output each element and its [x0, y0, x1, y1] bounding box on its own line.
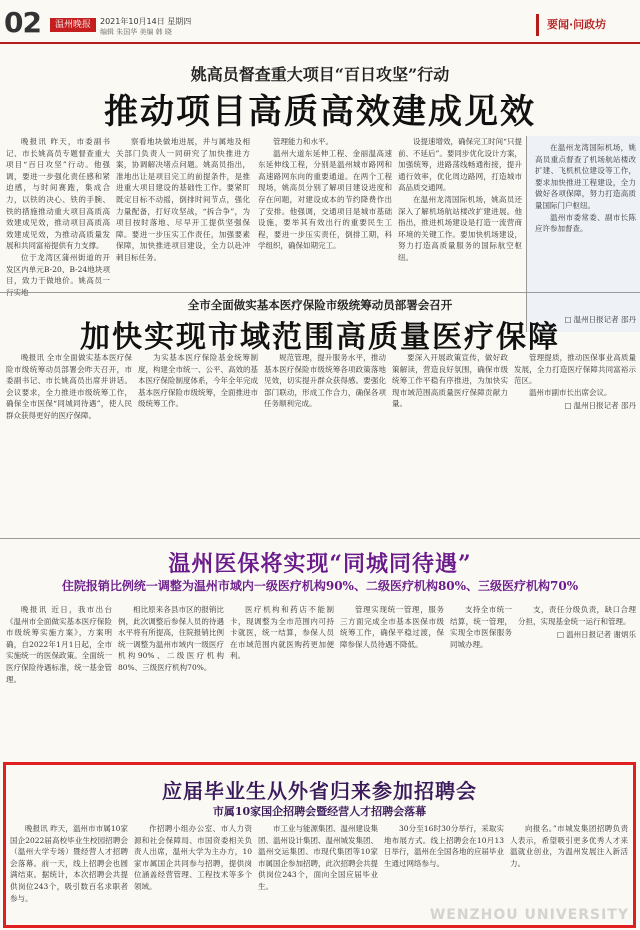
article2-paragraph: 管理提质，推动医保事业高质量发展，全力打造医疗保障共同富裕示范区。 [514, 353, 636, 386]
article3-paragraph: 管理实现统一管理，服务三方面完成全市基本医保市级统筹工作，确保平稳过渡，保障参保人员待遇不降低。 [340, 605, 444, 649]
newspaper-brand: 温州晚报 [50, 18, 96, 32]
article1-kicker: 姚高员督查重大项目“百日攻坚”行动 [190, 65, 450, 84]
article4-subtitle: 市属10家国企招聘会暨经营人才招聘会落幕 [212, 805, 427, 818]
article3-paragraph: 支，责任分级负责，缺口合理分担，实现基金统一运行和管理。 [518, 605, 636, 626]
article4-paragraph: 30分至16时30分举行，采取实地布展方式。线上招聘会在10月13日举行，温州在全国各地的应届毕业生通过网络参与。 [384, 824, 504, 868]
editor-credits: 编辑 朱国华 美编 韩 晓 [100, 28, 172, 36]
article2-paragraph: 为实基本医疗保险基金统筹制度，构建全市统一、公平、高效的基本医疗保险制度体系，今年全年完成基本医疗保险市级统筹，全面推进市级统筹工作。 [138, 353, 258, 409]
article1-paragraph: 设提速增效，确保完工时间“只提前、不延后”。要同步优化设计方案，加强统筹，进路荡线畅通衔接，提升通行效率，优化周边路网，打造城市高品质交通网。 [398, 137, 522, 193]
article2-paragraph: 要深入开展政策宣传，做好政策解读，营造良好氛围，确保市级统筹工作平稳有序推进，为加快实现市域范围高质量医疗保障贡献力量。 [392, 353, 508, 409]
article1-column-3 [258, 136, 392, 288]
article3-paragraph: 晚报讯 近日，我市出台《温州市全面做实基本医疗保险市级统筹实施方案》，方案明确，自2022年1月1日起，全市实施统一的医保政策。全面统一医疗保险待遇标准，统一基金管理。 [6, 605, 112, 684]
article1-column-2 [116, 136, 250, 288]
article4-column-3 [258, 823, 378, 927]
article3-column-3 [230, 604, 334, 754]
article2-column-3 [264, 352, 386, 532]
article2-title: 加快实现市域范围高质量医疗保障 [80, 320, 560, 355]
article4-paragraph: 市工业与能源集团、温州建设集团、温州设计集团、温州城发集团、温州交运集团、市现代集团等10家市属国企参加招聘，此次招聘会共提供岗位243个，面向全国应届毕业生。 [258, 824, 378, 891]
article3-paragraph: 医疗机构和药店不能制卡，现调整为全市范围内可持卡就医，统一结算，参保人员在市域范围内就医购药更加便利。 [230, 605, 334, 661]
article2-paragraph: 温州市副市长出席会议。 [529, 387, 612, 397]
article3-column-2 [118, 604, 224, 754]
article1-credit: □ 温州日报记者 邵丹 [535, 314, 636, 325]
article4-paragraph: 晚报讯 昨天，温州市市属10家国企2022届高校毕业生校园招聘会（温州大学专场）暨经营人才招聘会落幕。前一天，线上招聘会也圆满结束。据统计，本次招聘会共提供岗位243个，吸引数百名求职者参与。 [10, 824, 128, 903]
article2-paragraph: 晚报讯 全市全面做实基本医疗保险市级统筹动员部署会昨天召开，市委副书记、市长姚高员出席并讲话。会议要求，全力推进市级统筹工作，确保全市医保“同城同待遇”，使人民群众获得更好的医疗保障。 [6, 353, 132, 420]
article3-column-6 [518, 604, 636, 754]
article4-highlight-box [3, 762, 636, 928]
article2-credit: □ 温州日报记者 邵丹 [514, 400, 636, 412]
article2-column-4 [392, 352, 508, 532]
article4-title: 应届毕业生从外省归来参加招聘会 [162, 779, 477, 803]
article1-column-4 [398, 136, 522, 288]
section-divider [0, 292, 640, 293]
article4-paragraph: 作招聘小组办公室、市人力资源和社会保障局、市国资委相关负责人出席，温州大学为主办方，10家市属国企共同参与招聘，提供岗位涵盖经营管理、工程技术等多个领域。 [134, 824, 252, 891]
section-label: 要闻·问政坊 [536, 14, 636, 36]
article3-column-1 [6, 604, 112, 754]
article4-paragraph: 向报名。”市城发集团招聘负责人表示，希望吸引更多优秀人才来温就业创业，为温州发展注入新活力。 [510, 824, 628, 868]
article4-column-2 [134, 823, 252, 927]
article1-column-1 [6, 136, 110, 288]
article1-paragraph: 管理能力和水平。 [273, 137, 333, 146]
article1-paragraph: 在温州龙湾国际机场，姚高员重点督查了机场航站楼改扩建、飞机机位建设等工作，要求加快推进工程建设，全力做好各项保障，努力打造高质量国际门户枢纽。 [535, 143, 636, 210]
issue-date: 2021年10月14日 星期四 [100, 17, 192, 26]
article2-column-5 [514, 352, 636, 532]
page-number: 02 [4, 6, 41, 39]
page-header [0, 0, 640, 44]
article3-paragraph: 支持全市统一结算，统一管理，实现全市医保服务同城办理。 [450, 605, 512, 649]
article3-title: 温州医保将实现“同城同待遇” [168, 551, 472, 577]
article1-title: 推动项目高质高效建成见效 [104, 92, 536, 132]
article1-paragraph: 位于龙湾区蒲州街道的开发区内单元B-20、B-24地块项目，致力于做地价。姚高员一 [6, 252, 110, 286]
article4-column-1 [10, 823, 128, 927]
article1-paragraph: 温州市委常委、副市长陈应许参加督查。 [535, 212, 636, 234]
article3-column-4 [340, 604, 444, 754]
article1-paragraph: 在温州龙湾国际机场，姚高员还深入了解机场航站楼改扩建进展。他指出，推进机场建设是打造一流营商环境的关键工作。要加快机场建设，努力打造高质量服务的国际航空枢纽。 [398, 194, 522, 262]
university-watermark: WENZHOU UNIVERSITY [429, 907, 629, 923]
section-divider [0, 538, 640, 539]
article2-column-1 [6, 352, 132, 532]
article3-credit: □ 温州日报记者 谢炳乐 [518, 629, 636, 641]
article1-column-5 [535, 142, 636, 312]
article3-paragraph: 相比原来各县市区的报销比例，此次调整后参保人员的待遇水平将有所提高，住院报销比例统一调整为温州市域内一级医疗机构90%、二级医疗机构80%、三级医疗机构70%。 [118, 605, 224, 672]
article2-column-2 [138, 352, 258, 532]
article3-column-5 [450, 604, 512, 754]
article3-subtitle: 住院报销比例统一调整为温州市域内一级医疗机构90%、二级医疗机构80%、三级医疗机构70% [61, 579, 579, 593]
article1-paragraph: 察看地块做地进展，并与属地及相关部门负责人一同研究了加快推进方案，协调解决堵点问题。姚高员指出，准地出让是项目完工的前提条件，是推进重大项目建设的基础性工作。要紧盯既定目标不动摇，倒排时间节点，强化力量配备，打好攻坚战，“拆合争”，为项目按时落地、尽早开工提供坚强保障。要进一步压实工作责任，加强要素保障，加快推进项目建设，全力以赴冲刺目标任务。 [116, 137, 250, 262]
article1-paragraph: 温州大道东延伸工程、金丽温高速东延伸线工程，分别是温州城市路网和高速路网东向的重要通道。在两个工程现场，姚高员分别了解项目建设进度和存在问题，对建设成本的节约降费作出了安排。他强调，交通项目是城市基础设施，要举其有效出行的重要民生工程，要进一步压实责任，倒排工期，科学组织，确保如期完工。 [258, 148, 392, 251]
article2-kicker: 全市全面做实基本医疗保险市级统筹动员部署会召开 [187, 298, 453, 312]
article1-paragraph: 晚报讯 昨天，市委副书记、市长姚高员专题督查重大项目“百日攻坚”行动。他强调，要进一步强化责任感和紧迫感，与时间赛跑，集成合力，以铁的决心、铁的手腕、铁的措施推动重大项目高质高效建成见效，推动项目高质高效建成见效，为推动高质量发展和共同富裕提供有力支撑。 [6, 137, 110, 251]
article2-paragraph: 规范管理，提升服务水平，推动基本医疗保险市级统筹各项政策落地见效，切实提升群众获得感。要强化部门联动，形成工作合力，确保各项任务顺利完成。 [264, 353, 386, 409]
